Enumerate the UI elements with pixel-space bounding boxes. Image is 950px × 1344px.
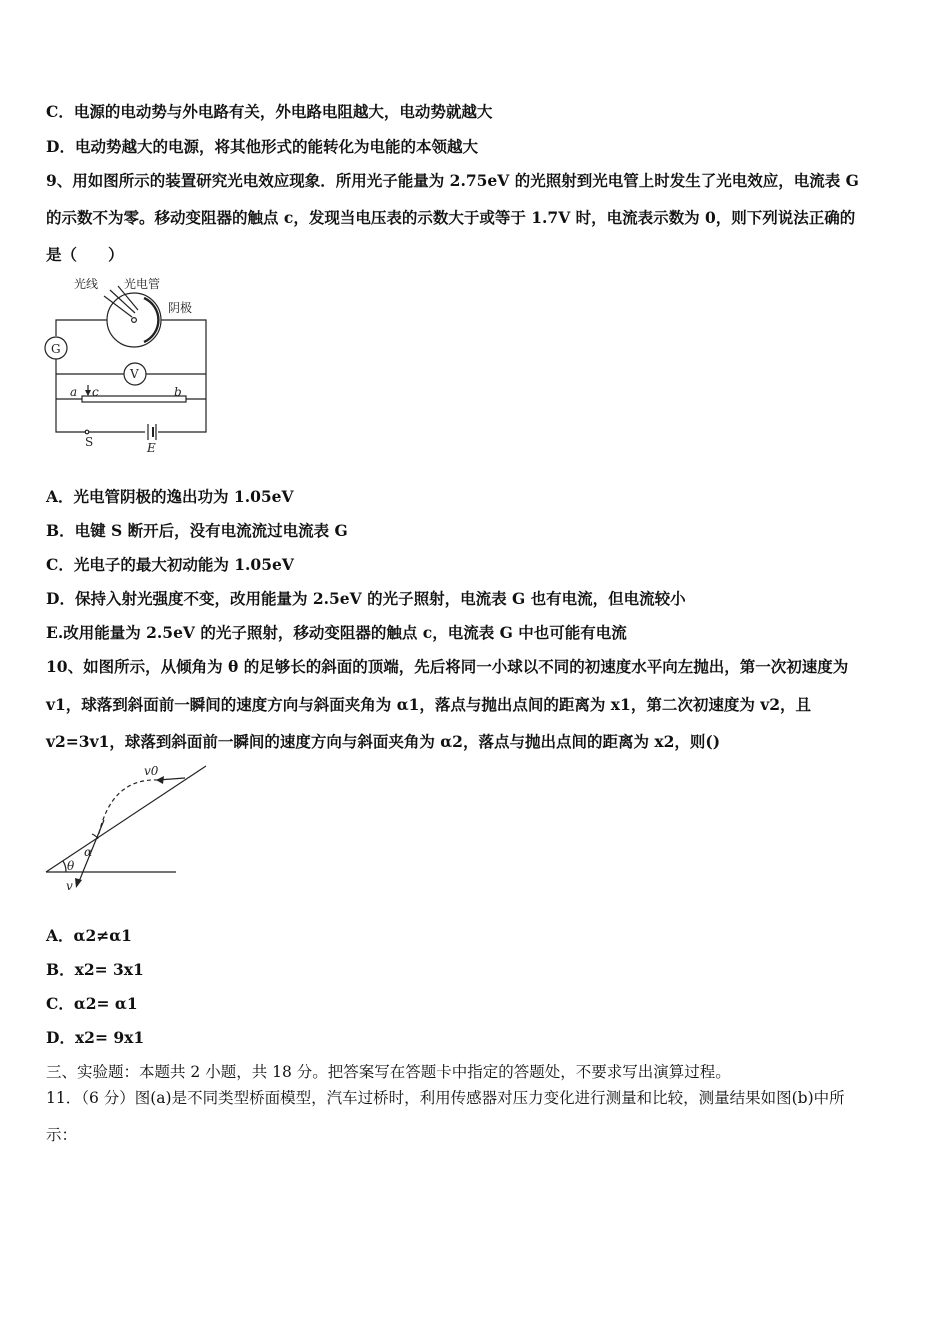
wire-left-top: [56, 320, 107, 336]
label-cathode: 阴极: [168, 301, 193, 315]
label-alpha: α: [84, 845, 93, 859]
q9-option-e: E.改用能量为 2.5eV 的光子照射，移动变阻器的触点 c，电流表 G 中也可能有电流: [46, 623, 627, 642]
label-switch: S: [85, 435, 94, 449]
label-a: a: [70, 385, 78, 399]
label-voltmeter: V: [130, 367, 139, 381]
q10-stem-line-3: v2=3v1，球落到斜面前一瞬间的速度方向与斜面夹角为 α2，落点与抛出点间的距离为 x2，则(): [46, 732, 721, 751]
q9-stem-line-3: 是（ ）: [46, 245, 124, 264]
label-emf: E: [147, 441, 156, 455]
photoelectric-circuit-figure: [40, 268, 220, 458]
q10-option-d: D．x2= 9x1: [46, 1028, 145, 1047]
label-b: b: [174, 385, 182, 399]
q9-stem-line-2: 的示数不为零。移动变阻器的触点 c，发现当电压表的示数大于或等于 1.7V 时，电流表示数为 0，则下列说法正确的: [46, 208, 856, 227]
q10-stem-line-2: v1，球落到斜面前一瞬间的速度方向与斜面夹角为 α1，落点与抛出点间的距离为 x1，第二次初速度为 v2，且: [46, 695, 812, 714]
q10-stem-line-1: 10、如图所示，从倾角为 θ 的足够长的斜面的顶端，先后将同一小球以不同的初速度水平向左抛出，第一次初速度为: [46, 657, 849, 676]
q10-option-a: A．α2≠α1: [46, 926, 132, 945]
wire-right-top: [158, 320, 206, 432]
label-theta: θ: [67, 859, 75, 873]
slider-arrow-head: [85, 390, 91, 396]
incline-projectile-figure: [40, 760, 220, 895]
label-phototube: 光电管: [124, 277, 161, 291]
anode-dot: [132, 318, 137, 323]
phototube-circle: [107, 293, 161, 347]
label-c: c: [92, 385, 99, 399]
q9-stem-line-1: 9、用如图所示的装置研究光电效应现象．所用光子能量为 2.75eV 的光照射到光电管上时发生了光电效应，电流表 G: [46, 171, 859, 190]
label-galvanometer: G: [51, 342, 61, 356]
label-v: v: [66, 879, 73, 893]
label-v0: v0: [144, 764, 159, 778]
q8-option-d: D．电动势越大的电源，将其他形式的能转化为电能的本领越大: [46, 137, 478, 156]
switch-contact: [85, 430, 89, 434]
q10-option-b: B．x2= 3x1: [46, 960, 144, 979]
theta-arc: [63, 861, 66, 872]
q9-option-a: A．光电管阴极的逸出功为 1.05eV: [46, 487, 294, 506]
q11-stem-line-1: 11．（6 分）图(a)是不同类型桥面模型，汽车过桥时，利用传感器对压力变化进行测量和比较，测量结果如图(b)中所: [46, 1089, 845, 1107]
q9-option-d: D．保持入射光强度不变，改用能量为 2.5eV 的光子照射，电流表 G 也有电流，但电流较小: [46, 589, 686, 608]
q9-option-c: C．光电子的最大初动能为 1.05eV: [46, 555, 294, 574]
q11-stem-line-2: 示：: [46, 1126, 78, 1144]
incline-line: [46, 766, 206, 872]
q10-option-c: C．α2= α1: [46, 994, 138, 1013]
v-arrow-head: [75, 878, 82, 888]
q8-option-c: C．电源的电动势与外电路有关，外电路电阻越大，电动势就越大: [46, 102, 493, 121]
label-light: 光线: [74, 277, 99, 291]
trajectory-dashed: [98, 780, 158, 838]
section-3-heading: 三、实验题：本题共 2 小题，共 18 分。把答案写在答题卡中指定的答题处，不要求写出演算过程。: [46, 1063, 731, 1081]
q9-option-b: B．电键 S 断开后，没有电流流过电流表 G: [46, 521, 348, 540]
